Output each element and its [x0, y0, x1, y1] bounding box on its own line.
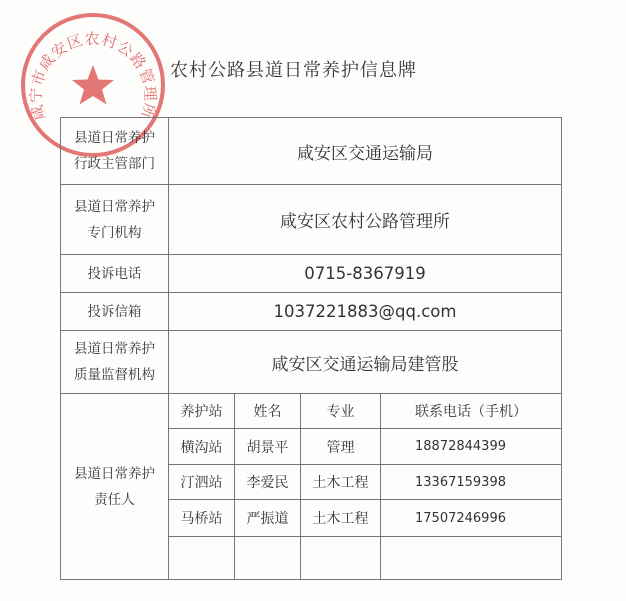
complaint-phone-label: 投诉电话	[61, 255, 169, 293]
header-specialty: 专业	[301, 394, 381, 429]
person-name: 胡景平	[235, 429, 301, 465]
row-complaint-phone	[61, 255, 562, 293]
row-agency	[61, 185, 562, 255]
supervision-label-line2: 质量监督机构	[74, 367, 155, 383]
agency-label	[61, 185, 169, 255]
person-phone: 13367159398	[381, 465, 562, 500]
row-admin-dept	[61, 118, 562, 185]
row-complaint-email	[61, 293, 562, 331]
empty-cell	[235, 537, 301, 580]
person-station: 汀泗站	[169, 465, 235, 500]
seal-star-icon	[72, 65, 114, 105]
supervision-label-line1: 县道日常养护	[74, 341, 155, 357]
header-station: 养护站	[169, 394, 235, 429]
person-specialty: 土木工程	[301, 465, 381, 500]
admin-dept-label-line2: 行政主管部门	[74, 156, 155, 172]
supervision-value: 咸安区交通运输局建管股	[169, 331, 562, 394]
info-table	[60, 117, 562, 580]
responsible-label-line2: 责任人	[94, 491, 135, 508]
complaint-email-label: 投诉信箱	[61, 293, 169, 331]
empty-cell	[169, 537, 235, 580]
empty-cell	[301, 537, 381, 580]
admin-dept-label-line1: 县道日常养护	[74, 130, 155, 146]
complaint-phone-value: 0715-8367919	[169, 255, 562, 293]
seal-text: 咸宁市咸安区农村公路管理所	[26, 29, 160, 123]
document-title: 农村公路县道日常养护信息牌	[170, 60, 417, 81]
supervision-label	[61, 331, 169, 394]
row-supervision	[61, 331, 562, 394]
person-name: 李爱民	[235, 465, 301, 500]
admin-dept-label	[61, 118, 169, 185]
empty-cell	[381, 537, 562, 580]
person-name: 严振道	[235, 500, 301, 537]
header-name: 姓名	[235, 394, 301, 429]
header-phone: 联系电话（手机）	[381, 394, 562, 429]
responsible-header-row	[61, 394, 562, 429]
complaint-email-value: 1037221883@qq.com	[169, 293, 562, 331]
agency-label-line1: 县道日常养护	[74, 198, 155, 215]
agency-value: 咸安区农村公路管理所	[169, 185, 562, 255]
responsible-label-line1: 县道日常养护	[74, 465, 155, 482]
person-specialty: 土木工程	[301, 500, 381, 537]
person-station: 马桥站	[169, 500, 235, 537]
person-station: 横沟站	[169, 429, 235, 465]
responsible-label	[61, 394, 169, 580]
admin-dept-value: 咸安区交通运输局	[169, 118, 562, 185]
person-specialty: 管理	[301, 429, 381, 465]
agency-label-line2: 专门机构	[87, 224, 142, 241]
person-phone: 17507246996	[381, 500, 562, 537]
person-phone: 18872844399	[381, 429, 562, 465]
